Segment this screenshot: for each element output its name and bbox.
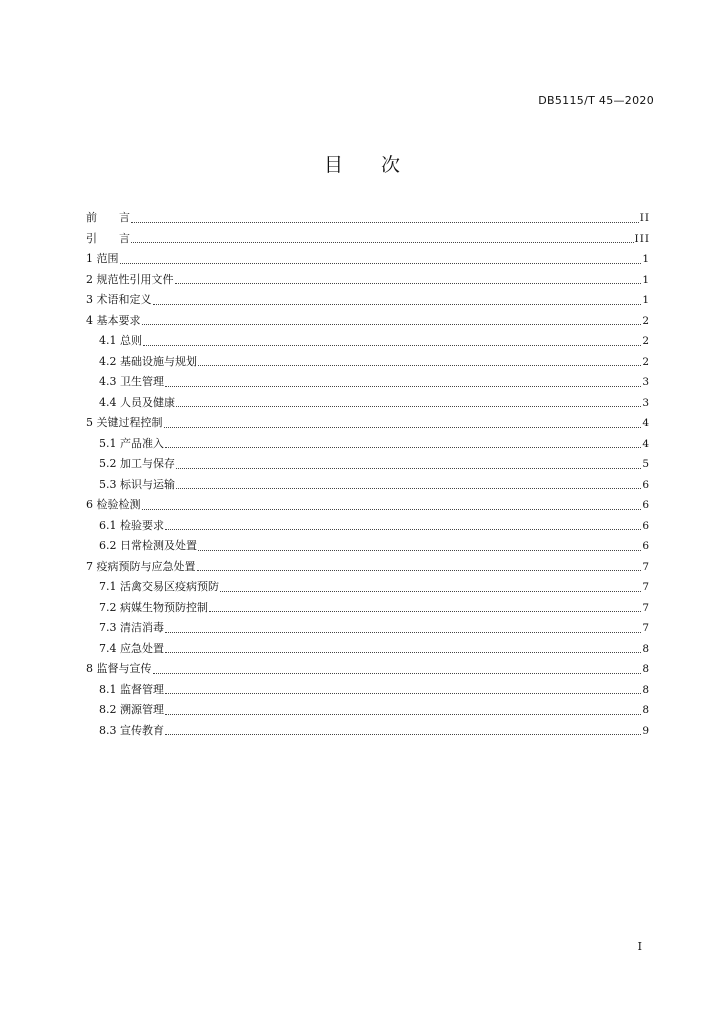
page-number: I <box>637 940 642 953</box>
toc-entry[interactable] <box>86 270 650 291</box>
toc-leader-dots <box>176 488 641 489</box>
toc-entry-number: 6 <box>86 498 93 511</box>
toc-leader-dots <box>175 283 642 284</box>
toc-entry-number: 6.1 <box>99 518 117 532</box>
toc-entry-page: 1 <box>642 273 650 286</box>
toc-entry-label <box>99 372 164 393</box>
toc-entry-number: 2 <box>86 272 93 286</box>
toc-entry-number: 4.4 <box>99 395 117 409</box>
toc-entry-label <box>99 516 164 537</box>
toc-entry[interactable] <box>86 475 650 496</box>
toc-entry-title: 监督管理 <box>120 682 164 696</box>
toc-entry-label <box>86 290 152 311</box>
toc-entry-number: 5.2 <box>99 457 117 470</box>
toc-leader-dots <box>143 345 641 346</box>
toc-entry-title: 关键过程控制 <box>96 416 163 429</box>
toc-entry-number: 1 <box>86 252 93 265</box>
toc-entry-title: 检验要求 <box>120 518 164 532</box>
toc-entry-label <box>99 721 164 742</box>
toc-entry-label <box>99 393 175 414</box>
toc-entry-number: 4.3 <box>99 375 117 388</box>
toc-entry-label <box>86 311 141 332</box>
toc-entry-page: 7 <box>642 622 650 634</box>
toc-leader-dots <box>198 365 641 366</box>
toc-entry-title: 活禽交易区疫病预防 <box>120 580 219 593</box>
toc-entry-title: 基本要求 <box>96 313 141 327</box>
toc-leader-dots <box>131 222 639 223</box>
toc-entry-page: 8 <box>642 642 650 655</box>
toc-entry[interactable] <box>86 352 650 373</box>
toc-entry-label <box>99 618 164 639</box>
toc-entry-label <box>86 659 152 680</box>
toc-entry-title: 基础设施与规划 <box>120 354 197 368</box>
toc-entry-number: 3 <box>86 293 93 306</box>
toc-entry-title: 总则 <box>120 334 142 347</box>
toc-entry-label <box>99 475 175 496</box>
toc-entry-title: 范围 <box>96 252 119 265</box>
toc-entry-title: 标识与运输 <box>120 477 175 491</box>
toc-leader-dots <box>176 406 641 407</box>
toc-entry[interactable] <box>86 290 650 311</box>
toc-entry-title: 卫生管理 <box>120 375 164 388</box>
toc-leader-dots <box>165 386 641 387</box>
toc-entry[interactable] <box>86 454 650 475</box>
toc-entry[interactable] <box>86 721 650 742</box>
toc-leader-dots <box>142 324 642 325</box>
toc-entry[interactable] <box>86 516 650 537</box>
toc-entry-label <box>86 413 163 434</box>
toc-entry-page: 7 <box>642 560 650 573</box>
toc-entry-label <box>99 352 197 373</box>
toc-entry-title: 加工与保存 <box>120 457 175 470</box>
toc-entry-number: 5.1 <box>99 436 117 450</box>
toc-leader-dots <box>165 714 641 715</box>
toc-entry-title: 疫病预防与应急处置 <box>96 559 196 573</box>
toc-entry[interactable] <box>86 536 650 557</box>
toc-entry-number: 7.4 <box>99 641 117 655</box>
toc-entry-label <box>86 229 130 250</box>
toc-entry-page: 2 <box>642 335 650 347</box>
toc-entry-title: 检验检测 <box>96 498 141 511</box>
toc-entry-page: III <box>634 232 650 245</box>
toc-entry[interactable] <box>86 598 650 619</box>
toc-entry-number: 7 <box>86 559 93 573</box>
toc-entry-label <box>99 598 208 619</box>
toc-entry-title: 溯源管理 <box>120 703 164 716</box>
toc-entry-label <box>99 680 164 701</box>
toc-entry-label <box>99 639 164 660</box>
toc-entry-page: 9 <box>642 724 650 737</box>
toc-entry-title: 日常检测及处置 <box>120 539 197 552</box>
toc-leader-dots <box>176 468 641 469</box>
toc-entry-title: 引 言 <box>86 231 130 245</box>
toc-entry[interactable] <box>86 639 650 660</box>
table-of-contents <box>86 208 650 741</box>
toc-entry-number: 7.2 <box>99 600 117 614</box>
toc-entry-title: 应急处置 <box>120 641 164 655</box>
toc-entry-label <box>86 557 196 578</box>
toc-entry-page: 8 <box>642 704 650 716</box>
toc-entry-number: 8 <box>86 662 93 675</box>
toc-leader-dots <box>197 570 642 571</box>
toc-entry[interactable] <box>86 311 650 332</box>
toc-leader-dots <box>142 509 642 510</box>
toc-entry-number: 4.1 <box>99 334 117 347</box>
toc-leader-dots <box>120 263 642 264</box>
toc-entry-page: 4 <box>642 437 650 450</box>
toc-entry[interactable] <box>86 229 650 250</box>
toc-entry-label <box>99 454 175 475</box>
toc-entry-number: 8.2 <box>99 703 117 716</box>
toc-entry-number: 4.2 <box>99 354 117 368</box>
toc-entry[interactable] <box>86 495 650 516</box>
toc-leader-dots <box>220 591 641 592</box>
toc-entry[interactable] <box>86 208 650 229</box>
toc-entry-number: 4 <box>86 313 93 327</box>
toc-entry[interactable] <box>86 331 650 352</box>
toc-entry-label <box>99 331 142 352</box>
page-title: 目 次 <box>323 154 400 176</box>
toc-entry-title: 前 言 <box>86 211 130 224</box>
toc-leader-dots <box>131 242 634 243</box>
toc-entry-title: 宣传教育 <box>120 723 164 737</box>
toc-entry-page: 1 <box>642 294 650 306</box>
toc-entry-label <box>86 208 130 229</box>
toc-entry-page: 2 <box>642 314 650 327</box>
toc-entry-page: 5 <box>642 458 650 470</box>
toc-leader-dots <box>165 447 641 448</box>
toc-entry-label <box>99 434 164 455</box>
toc-entry-page: 7 <box>642 601 650 614</box>
toc-entry[interactable] <box>86 680 650 701</box>
toc-entry-page: 8 <box>642 683 650 696</box>
toc-entry-page: 3 <box>642 376 650 388</box>
toc-leader-dots <box>165 529 641 530</box>
toc-entry-title: 监督与宣传 <box>96 662 152 675</box>
toc-entry-page: 3 <box>642 396 650 409</box>
toc-entry-page: 6 <box>642 519 650 532</box>
toc-entry-page: 8 <box>642 663 650 675</box>
toc-leader-dots <box>153 673 642 674</box>
toc-entry[interactable] <box>86 372 650 393</box>
toc-entry[interactable] <box>86 413 650 434</box>
toc-entry-page: 6 <box>642 478 650 491</box>
toc-entry-number: 5 <box>86 416 93 429</box>
toc-entry[interactable] <box>86 618 650 639</box>
toc-entry-title: 产品准入 <box>120 436 164 450</box>
toc-entry-page: II <box>639 212 650 224</box>
toc-entry[interactable] <box>86 249 650 270</box>
toc-entry[interactable] <box>86 659 650 680</box>
toc-entry-page: 6 <box>642 540 650 552</box>
toc-entry-page: 2 <box>642 355 650 368</box>
toc-entry-label <box>86 495 141 516</box>
toc-leader-dots <box>164 427 642 428</box>
toc-entry[interactable] <box>86 577 650 598</box>
standard-code: DB5115/T 45—2020 <box>538 94 654 107</box>
toc-entry-number: 8.1 <box>99 682 117 696</box>
toc-entry-number: 7.3 <box>99 621 117 634</box>
toc-entry-page: 4 <box>642 417 650 429</box>
toc-leader-dots <box>153 304 642 305</box>
toc-leader-dots <box>209 611 641 612</box>
toc-entry-title: 清洁消毒 <box>120 621 164 634</box>
toc-entry[interactable] <box>86 393 650 414</box>
toc-entry-title: 术语和定义 <box>96 293 152 306</box>
toc-entry-number: 8.3 <box>99 723 117 737</box>
toc-entry[interactable] <box>86 557 650 578</box>
toc-entry-label <box>86 270 174 291</box>
toc-entry-title: 规范性引用文件 <box>96 272 174 286</box>
toc-entry-label <box>86 249 119 270</box>
toc-entry-page: 1 <box>642 253 650 265</box>
toc-entry-page: 6 <box>642 499 650 511</box>
toc-entry-page: 7 <box>642 581 650 593</box>
toc-entry-title: 病媒生物预防控制 <box>120 600 208 614</box>
toc-leader-dots <box>198 550 641 551</box>
toc-entry-number: 7.1 <box>99 580 117 593</box>
toc-entry-number: 5.3 <box>99 477 117 491</box>
toc-entry-title: 人员及健康 <box>120 395 175 409</box>
toc-leader-dots <box>165 693 641 694</box>
toc-entry[interactable] <box>86 700 650 721</box>
toc-entry-number: 6.2 <box>99 539 117 552</box>
toc-entry-label <box>99 536 197 557</box>
toc-entry[interactable] <box>86 434 650 455</box>
toc-leader-dots <box>165 632 641 633</box>
toc-entry-label <box>99 700 164 721</box>
toc-leader-dots <box>165 652 641 653</box>
toc-entry-label <box>99 577 219 598</box>
toc-leader-dots <box>165 734 641 735</box>
